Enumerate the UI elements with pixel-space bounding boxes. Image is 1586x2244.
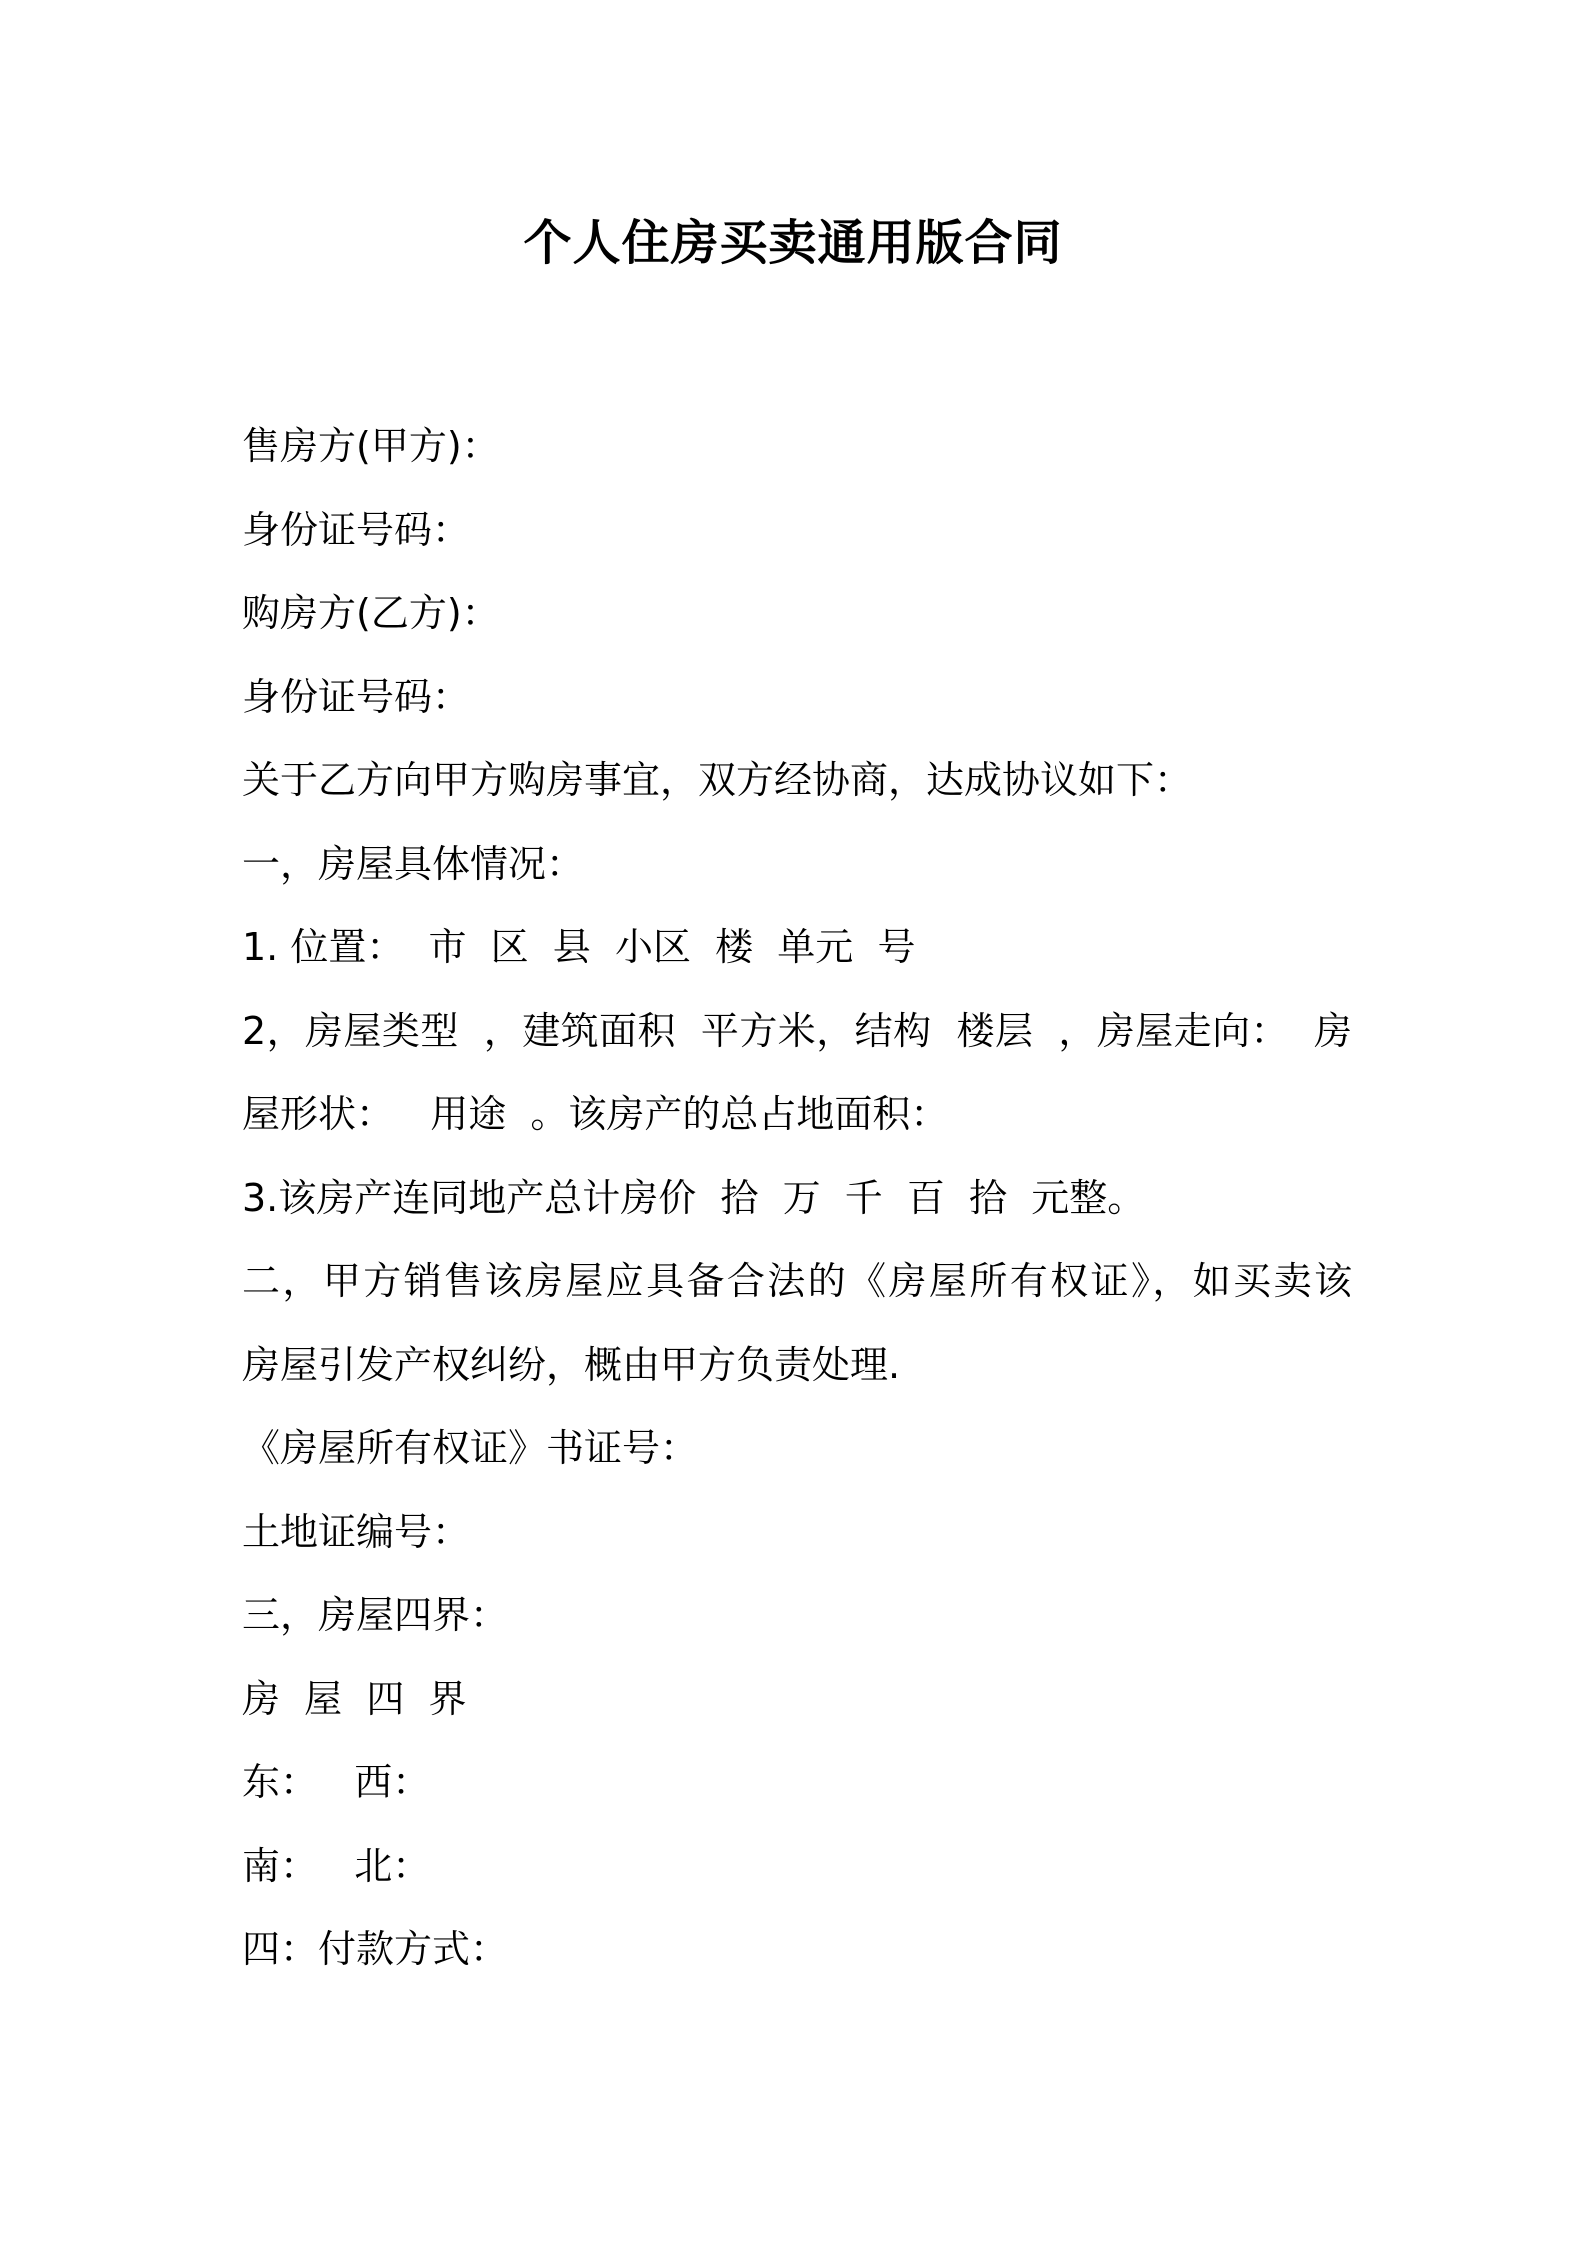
location-line: 1. 位置： 市 区 县 小区 楼 单元 号	[242, 925, 916, 969]
document-body	[242, 405, 1352, 1992]
section-1-heading: 一，房屋具体情况：	[242, 841, 585, 886]
house-type-line: 2，房屋类型 ，建筑面积 平方米，结构 楼层 ，房屋走向： 房	[242, 1008, 1352, 1053]
ownership-cert-number-line: 《房屋所有权证》书证号：	[242, 1426, 699, 1470]
document-title: 个人住房买卖通用版合同	[523, 215, 1063, 271]
house-shape-line: 屋形状： 用途 。该房产的总占地面积：	[242, 1092, 949, 1136]
price-line: 3.该房产连同地产总计房价 拾 万 千 百 拾 元整。	[242, 1175, 1146, 1220]
land-cert-number-line: 土地证编号：	[242, 1509, 471, 1554]
section-2-line-1: 二，甲方销售该房屋应具备合法的《房屋所有权证》，如买卖该	[242, 1259, 1352, 1303]
east-west-line: 东： 西：	[242, 1760, 431, 1804]
seller-id-line: 身份证号码：	[242, 507, 471, 552]
section-3-heading: 三，房屋四界：	[242, 1593, 509, 1637]
section-2-line-2: 房屋引发产权纠纷，概由甲方负责处理.	[242, 1342, 901, 1387]
boundaries-label: 房 屋 四 界	[242, 1676, 467, 1721]
south-north-line: 南： 北：	[242, 1843, 431, 1888]
buyer-id-line: 身份证号码：	[242, 674, 471, 719]
agreement-intro-line: 关于乙方向甲方购房事宜，双方经协商，达成协议如下：	[242, 758, 1193, 802]
buyer-party-line: 购房方(乙方)：	[242, 591, 500, 635]
seller-party-line: 售房方(甲方)：	[242, 424, 500, 468]
section-4-heading: 四：付款方式：	[242, 1927, 509, 1971]
